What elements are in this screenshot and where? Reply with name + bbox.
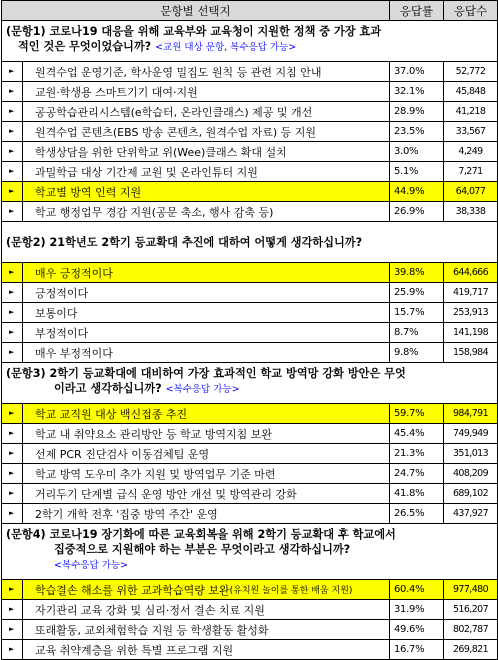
triangle-right-icon: ► (9, 268, 15, 276)
option-label-note: (유치원 놀이를 통한 배움 지원) (229, 586, 353, 596)
option-rate: 24.7% (390, 464, 444, 484)
table-header (2, 1, 498, 21)
option-label: 원격수업 콘텐츠(EBS 방송 콘텐츠, 원격수업 자료) 등 지원 (35, 125, 316, 139)
option-rate: 60.4% (390, 580, 444, 600)
option-rate: 37.0% (390, 62, 444, 82)
option-label: 2학기 개학 전후 '집중 방역 주간' 운영 (35, 507, 218, 521)
option-count: 977,480 (444, 580, 498, 600)
option-count: 7,271 (444, 162, 498, 182)
table-row (2, 62, 498, 82)
header-rate: 응답률 (390, 1, 444, 21)
question-4-line1: (문항4) 코로나19 장기화에 따른 교육회복을 위해 2학기 등교확대 후 학교에서 (6, 528, 396, 541)
triangle-right-icon: ► (9, 409, 15, 417)
option-count: 64,077 (444, 182, 498, 202)
option-count: 351,013 (444, 444, 498, 464)
triangle-right-icon: ► (9, 127, 15, 135)
option-label: 학습결손 해소를 위한 교과학습역량 보완 (35, 583, 230, 597)
option-count: 45,848 (444, 82, 498, 102)
option-count: 419,717 (444, 283, 498, 303)
option-label: 학교 내 취약요소 관리방안 등 학교 방역지침 보완 (35, 427, 272, 441)
option-count: 253,913 (444, 303, 498, 323)
option-rate: 23.5% (390, 122, 444, 142)
question-4-row (2, 524, 498, 580)
option-rate: 26.5% (390, 504, 444, 524)
option-count: 437,927 (444, 504, 498, 524)
question-1-line2: 적인 것은 무엇이었습니까? (18, 40, 152, 53)
option-label: 공공학습관리시스템(e학습터, 온라인클래스) 제공 및 개선 (35, 105, 313, 119)
table-row (2, 303, 498, 323)
option-label: 매우 부정적이다 (35, 346, 113, 360)
table-row (2, 343, 498, 363)
triangle-right-icon: ► (9, 107, 15, 115)
option-count: 408,209 (444, 464, 498, 484)
option-label: 학교별 방역 인력 지원 (35, 185, 142, 199)
question-3-line1: (문항3) 2학기 등교확대에 대비하여 가장 효과적인 학교 방역망 강화 방안은 무엇 (6, 367, 406, 380)
option-rate: 44.9% (390, 182, 444, 202)
table-row-highlighted (2, 263, 498, 283)
option-label: 거리두기 단계별 급식 운영 방안 개선 및 방역관리 강화 (35, 487, 297, 501)
triangle-right-icon: ► (9, 645, 15, 653)
question-1-line1: (문항1) 코로나19 대응을 위해 교육부와 교육청이 지원한 정책 중 가장 효과 (6, 25, 382, 38)
option-label: 자기관리 교육 강화 및 심리·정서 결손 치료 지원 (35, 603, 265, 617)
table-row (2, 600, 498, 620)
option-count: 802,787 (444, 620, 498, 640)
option-rate: 49.6% (390, 620, 444, 640)
table-row (2, 640, 498, 660)
option-label: 원격수업 운영기준, 학사운영 밀집도 원칙 등 관련 지침 안내 (35, 65, 322, 79)
question-2-text (2, 222, 498, 263)
option-label: 학생상담을 위한 단위학교 위(Wee)클래스 확대 설치 (35, 145, 287, 159)
option-rate: 16.7% (390, 640, 444, 660)
option-rate: 45.4% (390, 424, 444, 444)
triangle-right-icon: ► (9, 308, 15, 316)
option-rate: 41.8% (390, 484, 444, 504)
triangle-right-icon: ► (9, 429, 15, 437)
option-count: 38,338 (444, 202, 498, 222)
triangle-right-icon: ► (9, 167, 15, 175)
option-label: 보통이다 (35, 306, 78, 320)
option-count: 41,218 (444, 102, 498, 122)
table-row (2, 102, 498, 122)
triangle-right-icon: ► (9, 509, 15, 517)
option-rate: 32.1% (390, 82, 444, 102)
table-row-highlighted (2, 580, 498, 600)
triangle-right-icon: ► (9, 207, 15, 215)
table-row (2, 202, 498, 222)
triangle-right-icon: ► (9, 469, 15, 477)
option-count: 141,198 (444, 323, 498, 343)
option-rate: 28.9% (390, 102, 444, 122)
table-row (2, 620, 498, 640)
option-label: 학교 교직원 대상 백신접종 추진 (35, 407, 188, 421)
question-3-row (2, 363, 498, 404)
option-rate: 31.9% (390, 600, 444, 620)
option-count: 644,666 (444, 263, 498, 283)
survey-table (1, 0, 498, 660)
triangle-right-icon: ► (9, 348, 15, 356)
option-count: 749,949 (444, 424, 498, 444)
table-row (2, 464, 498, 484)
question-4-line2: 집중적으로 지원해야 하는 부분은 무엇이라고 생각하십니까? (54, 543, 351, 556)
survey-table-wrapper (1, 0, 497, 660)
triangle-right-icon: ► (9, 87, 15, 95)
triangle-right-icon: ► (9, 328, 15, 336)
triangle-right-icon: ► (9, 625, 15, 633)
option-label: 긍정적이다 (35, 286, 89, 300)
triangle-right-icon: ► (9, 288, 15, 296)
option-count: 984,791 (444, 404, 498, 424)
question-4-text (2, 524, 498, 580)
table-row-highlighted (2, 182, 498, 202)
option-rate: 21.3% (390, 444, 444, 464)
header-count: 응답수 (444, 1, 498, 21)
triangle-right-icon: ► (9, 585, 15, 593)
option-count: 158,984 (444, 343, 498, 363)
question-1-row (2, 21, 498, 62)
option-label: 교원·학생용 스마트기기 대여·지원 (35, 85, 198, 99)
table-row-highlighted (2, 404, 498, 424)
question-3-line2: 이라고 생각하십니까? (54, 382, 162, 395)
option-label: 부정적이다 (35, 326, 89, 340)
option-rate: 59.7% (390, 404, 444, 424)
option-rate: 15.7% (390, 303, 444, 323)
option-count: 4,249 (444, 142, 498, 162)
option-rate: 5.1% (390, 162, 444, 182)
question-3-text (2, 363, 498, 404)
table-row (2, 484, 498, 504)
question-1-text (2, 21, 498, 62)
triangle-right-icon: ► (9, 449, 15, 457)
option-rate: 9.8% (390, 343, 444, 363)
table-row (2, 142, 498, 162)
option-rate: 25.9% (390, 283, 444, 303)
option-label: 선제 PCR 진단검사 이동검체팀 운영 (35, 447, 210, 461)
table-row (2, 162, 498, 182)
table-row (2, 283, 498, 303)
option-label: 교육 취약계층을 위한 특별 프로그램 지원 (35, 643, 234, 657)
option-rate: 3.0% (390, 142, 444, 162)
triangle-right-icon: ► (9, 187, 15, 195)
option-label: 학교 행정업무 경감 지원(공문 축소, 행사 감축 등) (35, 205, 274, 219)
triangle-right-icon: ► (9, 489, 15, 497)
option-label: 학교 방역 도우미 추가 지원 및 방역업무 기준 마련 (35, 467, 276, 481)
option-count: 689,102 (444, 484, 498, 504)
question-2-row (2, 222, 498, 263)
triangle-right-icon: ► (9, 605, 15, 613)
option-rate: 39.8% (390, 263, 444, 283)
table-row (2, 122, 498, 142)
question-3-tag: <복수응답 가능> (165, 384, 240, 395)
header-option: 문항별 선택지 (2, 1, 390, 21)
option-count: 269,821 (444, 640, 498, 660)
table-row (2, 82, 498, 102)
option-label: 과밀학급 대상 기간제 교원 및 온라인튜터 지원 (35, 165, 258, 179)
question-1-tag: <교원 대상 문항, 복수응답 가능> (155, 42, 297, 53)
question-2-line1: (문항2) 21학년도 2학기 등교확대 추진에 대하여 어떻게 생각하십니까? (6, 235, 363, 249)
table-row (2, 424, 498, 444)
option-count: 33,567 (444, 122, 498, 142)
table-row (2, 323, 498, 343)
triangle-right-icon: ► (9, 147, 15, 155)
option-label: 매우 긍정적이다 (35, 266, 113, 280)
option-rate: 8.7% (390, 323, 444, 343)
option-rate: 26.9% (390, 202, 444, 222)
option-count: 516,207 (444, 600, 498, 620)
option-count: 52,772 (444, 62, 498, 82)
option-label: 또래활동, 교외체험학습 지원 등 학생활동 활성화 (35, 623, 269, 637)
table-row (2, 444, 498, 464)
question-4-tag: <복수응답 가능> (54, 560, 129, 571)
triangle-right-icon: ► (9, 67, 15, 75)
table-row (2, 504, 498, 524)
